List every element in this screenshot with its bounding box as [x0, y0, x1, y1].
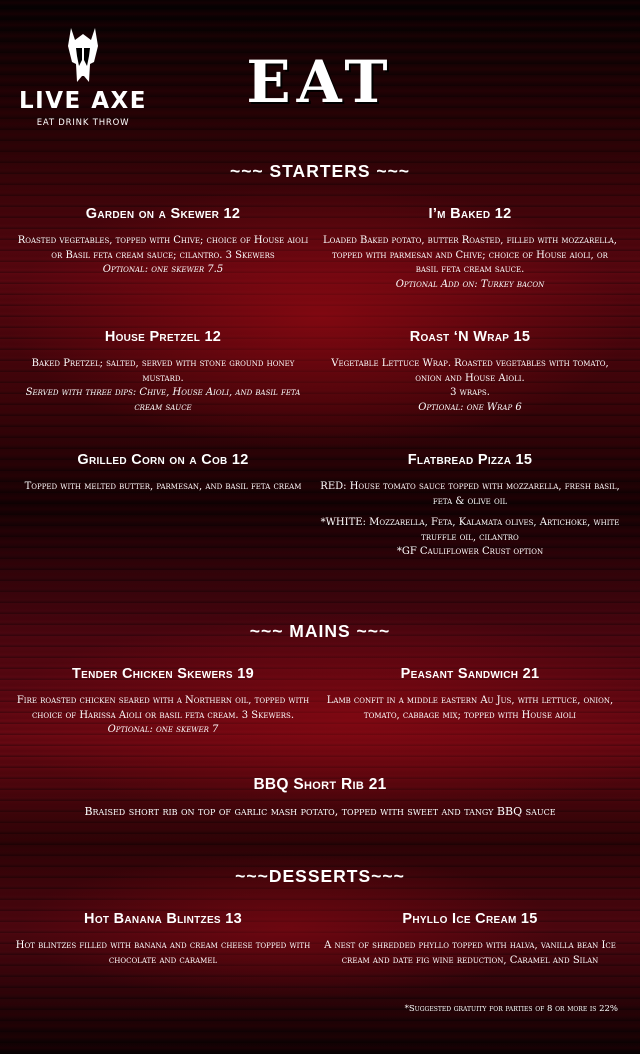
- item-name: Roast ‘N Wrap 15: [409, 329, 531, 345]
- item-optional: Served with three dips: Chive, House Aioli, and basil feta cream sauce: [25, 387, 301, 413]
- menu-item-flatbread-pizza: [320, 452, 620, 560]
- item-name: Peasant Sandwich 21: [400, 666, 540, 682]
- item-name: Garden on a Skewer 12: [85, 206, 241, 222]
- item-optional: Optional: one Wrap 6: [418, 401, 522, 413]
- item-name: House Pretzel 12: [104, 329, 222, 345]
- section-heading-starters: ~~~ STARTERS ~~~: [229, 161, 411, 181]
- menu-item-grilled-corn: [13, 452, 313, 495]
- item-count: 3 wraps.: [450, 387, 490, 398]
- item-name: BBQ Short Rib 21: [253, 776, 387, 793]
- menu-item-roast-n-wrap: [320, 329, 620, 415]
- item-description: Fire roasted chicken seared with a Northern oil, topped with choice of Harissa Aioli or basil feta cream. 3 Skewers.: [16, 695, 310, 721]
- item-name: Hot Banana Blintzes 13: [84, 911, 242, 927]
- page-title: EAT: [246, 48, 394, 116]
- menu-item-im-baked: [320, 206, 620, 292]
- item-description: Lamb confit in a middle eastern Au Jus, with lettuce, onion, tomato, cabbage mix; topped with House aioli: [326, 695, 614, 721]
- item-name: Tender Chicken Skewers 19: [72, 666, 254, 682]
- item-name: Grilled Corn on a Cob 12: [77, 452, 249, 468]
- menu-item-phyllo-ice-cream: [320, 911, 620, 968]
- menu-item-bbq-short-rib: [20, 776, 620, 820]
- item-description: Baked Pretzel; salted, served with stone ground honey mustard.: [31, 358, 295, 384]
- section-heading-desserts: ~~~DESSERTS~~~: [235, 866, 405, 886]
- item-name: I’m Baked 12: [428, 206, 512, 222]
- item-description: Loaded Baked potato, butter Roasted, filled with mozzarella, topped with parmesan and Chive; choice of House aioli, or basil feta cream sauce.: [323, 235, 617, 275]
- item-description: Roasted vegetables, topped with Chive; choice of House aioli or Basil feta cream sauce; cilantro. 3 Skewers: [17, 235, 309, 261]
- menu-item-garden-skewer: [13, 206, 313, 278]
- section-heading-mains: ~~~ MAINS ~~~: [249, 621, 391, 641]
- item-description: Vegetable Lettuce Wrap. Roasted vegetables with tomato, onion and House Aioli.: [331, 358, 609, 384]
- item-description: Braised short rib on top of garlic mash potato, topped with sweet and tangy BBQ sauce: [84, 805, 556, 818]
- menu-item-banana-blintzes: [13, 911, 313, 968]
- item-description: A nest of shredded phyllo topped with halva, vanilla bean Ice cream and date fig wine reduction, Caramel and Silan: [324, 940, 616, 966]
- item-name: Phyllo Ice Cream 15: [402, 911, 538, 927]
- item-description-white: *WHITE: Mozzarella, Feta, Kalamata olives, Artichoke, white truffle oil, cilantro: [320, 517, 620, 543]
- brand-name: LIVE AXE: [19, 88, 147, 114]
- item-optional: Optional Add on: Turkey bacon: [395, 278, 545, 290]
- menu-item-house-pretzel: [13, 329, 313, 415]
- item-description-red: RED: House tomato sauce topped with mozzarella, fresh basil, feta & olive oil: [320, 481, 620, 507]
- item-gf-option: *GF Cauliflower Crust option: [396, 546, 544, 557]
- brand-tagline: EAT DRINK THROW: [36, 118, 130, 128]
- menu-item-chicken-skewers: [13, 666, 313, 738]
- item-optional: Optional: one skewer 7: [107, 724, 219, 735]
- item-description: Hot blintzes filled with banana and cream cheese topped with chocolate and caramel: [15, 940, 311, 966]
- menu-item-peasant-sandwich: [320, 666, 620, 723]
- item-description: Topped with melted butter, parmesan, and basil feta cream: [24, 481, 302, 492]
- gratuity-note: *Suggested gratuity for parties of 8 or more is 22%: [404, 1004, 618, 1014]
- item-name: Flatbread Pizza 15: [407, 452, 533, 468]
- item-optional: Optional: one skewer 7.5: [102, 264, 224, 275]
